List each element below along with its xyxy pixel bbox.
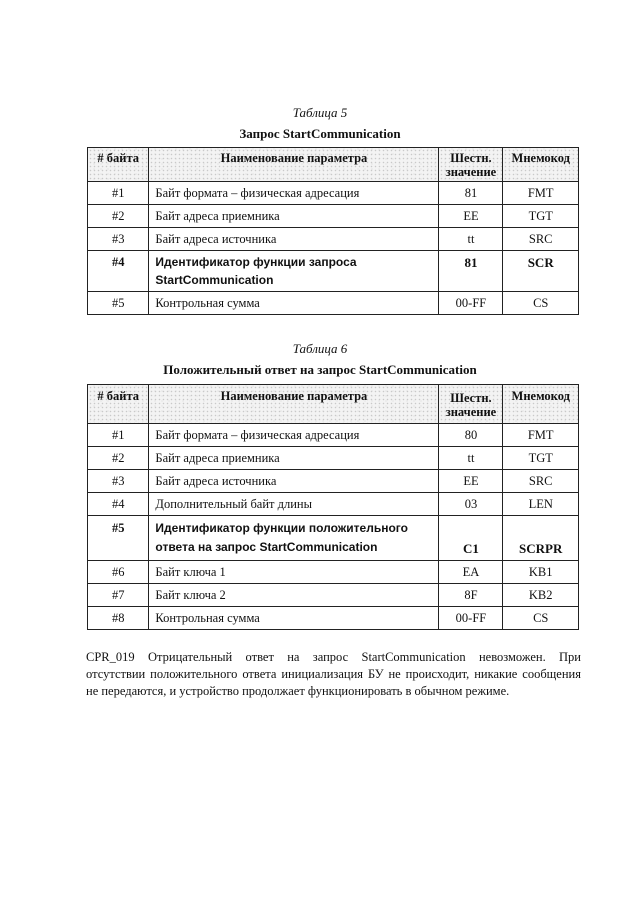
byte-num: #1 — [88, 424, 149, 447]
mnemonic: CS — [503, 292, 579, 315]
table-row — [88, 228, 579, 251]
param-name — [149, 516, 439, 561]
param-name: Байт адреса приемника — [149, 447, 439, 470]
param-name: Байт адреса приемника — [149, 205, 439, 228]
table5-header-num: # байта — [88, 148, 149, 182]
hex-value: 00-FF — [439, 607, 503, 630]
hex-value: 81 — [439, 182, 503, 205]
mnemonic: TGT — [503, 205, 579, 228]
byte-num: #8 — [88, 607, 149, 630]
table-row — [88, 424, 579, 447]
byte-num: #3 — [88, 470, 149, 493]
byte-num: #6 — [88, 561, 149, 584]
table-row — [88, 182, 579, 205]
param-name: Байт ключа 1 — [149, 561, 439, 584]
table-row — [88, 561, 579, 584]
param-name: Байт формата – физическая адресация — [149, 182, 439, 205]
table6 — [87, 384, 579, 630]
hex-value: 8F — [439, 584, 503, 607]
table5-header-mnemonic: Мнемокод — [503, 148, 579, 182]
param-name: Дополнительный байт длины — [149, 493, 439, 516]
hex-value: EE — [439, 470, 503, 493]
mnemonic: SCRPR — [503, 516, 579, 561]
byte-num: #1 — [88, 182, 149, 205]
table6-header-mnemonic: Мнемокод — [503, 385, 579, 424]
byte-num: #4 — [88, 493, 149, 516]
hex-value: 03 — [439, 493, 503, 516]
mnemonic: SCR — [503, 251, 579, 292]
requirement-text: Отрицательный ответ на запрос StartCommunication невозможен. При отсутствии положительного ответа инициализация БУ не происходит, никакие сообщения не передаются, и устройство продолжает функционировать в обычном режиме. — [86, 650, 581, 698]
param-name-line1: Идентификатор функции запроса — [155, 255, 357, 269]
byte-num: #7 — [88, 584, 149, 607]
requirement-label: CPR_019 — [86, 650, 135, 664]
hex-value: EE — [439, 205, 503, 228]
table5-header-row — [88, 148, 579, 182]
table-row — [88, 493, 579, 516]
table5-header-hex-line2: значение — [445, 164, 497, 179]
table6-header-num: # байта — [88, 385, 149, 424]
table6-header-hex — [439, 385, 503, 424]
table5-header-hex — [439, 148, 503, 182]
table5 — [87, 147, 579, 315]
table5-title: Запрос StartCommunication — [239, 126, 401, 141]
table5-caption: Таблица 5 — [292, 105, 348, 120]
byte-num: #5 — [88, 516, 149, 561]
hex-value: 81 — [439, 251, 503, 292]
param-name — [149, 251, 439, 292]
param-name: Контрольная сумма — [149, 292, 439, 315]
mnemonic: CS — [503, 607, 579, 630]
hex-value: tt — [439, 447, 503, 470]
mnemonic: TGT — [503, 447, 579, 470]
table6-title: Положительный ответ на запрос StartCommunication — [163, 362, 477, 377]
mnemonic: LEN — [503, 493, 579, 516]
param-name: Байт адреса источника — [149, 228, 439, 251]
mnemonic: KB1 — [503, 561, 579, 584]
table-row — [88, 584, 579, 607]
table-row — [88, 470, 579, 493]
param-name: Байт формата – физическая адресация — [149, 424, 439, 447]
table-row — [88, 251, 579, 292]
byte-num: #2 — [88, 205, 149, 228]
byte-num: #4 — [88, 251, 149, 292]
hex-value: EA — [439, 561, 503, 584]
mnemonic: SRC — [503, 470, 579, 493]
table6-header-hex-line1: Шестн. — [450, 391, 492, 405]
param-name: Контрольная сумма — [149, 607, 439, 630]
param-name: Байт ключа 2 — [149, 584, 439, 607]
byte-num: #3 — [88, 228, 149, 251]
mnemonic: FMT — [503, 424, 579, 447]
hex-value: tt — [439, 228, 503, 251]
hex-value: 80 — [439, 424, 503, 447]
table6-header-row — [88, 385, 579, 424]
table6-header-name: Наименование параметра — [149, 385, 439, 424]
byte-num: #2 — [88, 447, 149, 470]
table6-caption: Таблица 6 — [292, 341, 348, 356]
table5-header-name: Наименование параметра — [149, 148, 439, 182]
mnemonic: SRC — [503, 228, 579, 251]
table-row — [88, 447, 579, 470]
mnemonic: FMT — [503, 182, 579, 205]
param-name: Байт адреса источника — [149, 470, 439, 493]
param-name-line2: ответа на запрос StartCommunication — [155, 540, 378, 554]
hex-value: 00-FF — [439, 292, 503, 315]
table-row — [88, 516, 579, 561]
table-row — [88, 292, 579, 315]
requirement-paragraph — [86, 649, 581, 700]
param-name-line2: StartCommunication — [155, 273, 274, 287]
table6-header-hex-line2: значение — [445, 405, 497, 419]
hex-value: C1 — [439, 516, 503, 561]
table-row — [88, 205, 579, 228]
table5-header-hex-line1: Шестн. — [450, 150, 492, 165]
table-row — [88, 607, 579, 630]
param-name-line1: Идентификатор функции положительного — [155, 521, 408, 535]
mnemonic: KB2 — [503, 584, 579, 607]
byte-num: #5 — [88, 292, 149, 315]
